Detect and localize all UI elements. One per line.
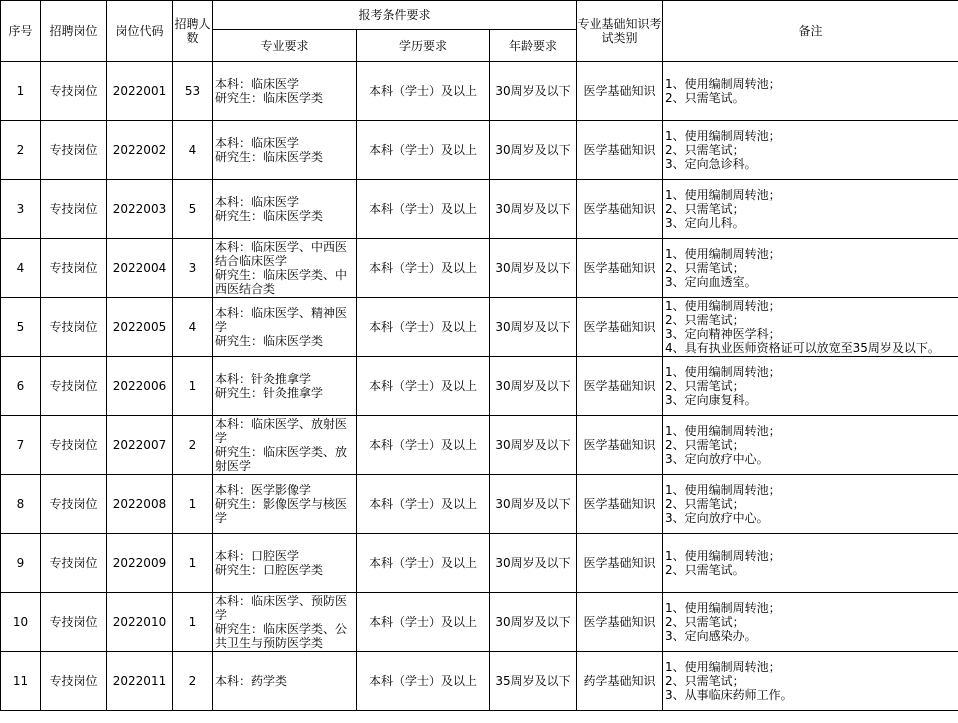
row-count: 53 [173, 62, 213, 121]
row-education: 本科（学士）及以上 [357, 593, 490, 652]
row-remarks: 1、使用编制周转池； 2、只需笔试； 3、定向康复科。 [663, 357, 958, 416]
header-education: 学历要求 [357, 30, 490, 62]
row-count: 4 [173, 298, 213, 357]
row-education: 本科（学士）及以上 [357, 534, 490, 593]
row-age: 30周岁及以下 [490, 180, 577, 239]
row-age: 30周岁及以下 [490, 357, 577, 416]
row-exam: 医学基础知识 [577, 180, 663, 239]
row-position: 专技岗位 [41, 180, 107, 239]
row-count: 1 [173, 475, 213, 534]
row-major: 本科：医学影像学 研究生：影像医学与核医学 [213, 475, 357, 534]
row-count: 1 [173, 357, 213, 416]
row-education: 本科（学士）及以上 [357, 180, 490, 239]
row-seq: 2 [1, 121, 41, 180]
row-education: 本科（学士）及以上 [357, 475, 490, 534]
row-seq: 1 [1, 62, 41, 121]
row-seq: 4 [1, 239, 41, 298]
row-seq: 9 [1, 534, 41, 593]
row-major: 本科：临床医学 研究生：临床医学类 [213, 62, 357, 121]
row-exam: 医学基础知识 [577, 121, 663, 180]
table-row [1, 239, 958, 298]
row-position: 专技岗位 [41, 121, 107, 180]
header-conditions: 报考条件要求 [213, 1, 577, 30]
row-major: 本科：临床医学、预防医学 研究生：临床医学类、公共卫生与预防医学类 [213, 593, 357, 652]
row-code: 2022005 [107, 298, 173, 357]
row-major: 本科：临床医学、精神医学 研究生：临床医学类 [213, 298, 357, 357]
table-row [1, 416, 958, 475]
row-count: 4 [173, 121, 213, 180]
row-major: 本科：临床医学 研究生：临床医学类 [213, 121, 357, 180]
row-position: 专技岗位 [41, 416, 107, 475]
row-seq: 6 [1, 357, 41, 416]
row-seq: 10 [1, 593, 41, 652]
table-row [1, 357, 958, 416]
row-exam: 医学基础知识 [577, 416, 663, 475]
header-exam: 专业基础知识考试类别 [577, 1, 663, 62]
row-code: 2022007 [107, 416, 173, 475]
table-row [1, 62, 958, 121]
row-exam: 医学基础知识 [577, 62, 663, 121]
row-major: 本科：口腔医学 研究生：口腔医学类 [213, 534, 357, 593]
header-count: 招聘人数 [173, 1, 213, 62]
row-code: 2022004 [107, 239, 173, 298]
header-position: 招聘岗位 [41, 1, 107, 62]
row-remarks: 1、使用编制周转池； 2、只需笔试； 3、定向儿科。 [663, 180, 958, 239]
table-row [1, 652, 958, 711]
row-age: 30周岁及以下 [490, 298, 577, 357]
row-remarks: 1、使用编制周转池； 2、只需笔试； 3、定向放疗中心。 [663, 416, 958, 475]
row-code: 2022008 [107, 475, 173, 534]
row-position: 专技岗位 [41, 475, 107, 534]
row-exam: 医学基础知识 [577, 593, 663, 652]
row-code: 2022001 [107, 62, 173, 121]
row-code: 2022006 [107, 357, 173, 416]
row-education: 本科（学士）及以上 [357, 239, 490, 298]
row-age: 30周岁及以下 [490, 593, 577, 652]
row-remarks: 1、使用编制周转池； 2、只需笔试； 3、定向精神医学科； 4、具有执业医师资格证可以放宽至35周岁及以下。 [663, 298, 958, 357]
table-row [1, 121, 958, 180]
row-remarks: 1、使用编制周转池； 2、只需笔试。 [663, 534, 958, 593]
row-education: 本科（学士）及以上 [357, 416, 490, 475]
row-count: 1 [173, 593, 213, 652]
header-seq: 序号 [1, 1, 41, 62]
row-code: 2022003 [107, 180, 173, 239]
row-seq: 7 [1, 416, 41, 475]
row-age: 30周岁及以下 [490, 62, 577, 121]
table-row [1, 298, 958, 357]
row-code: 2022009 [107, 534, 173, 593]
row-seq: 5 [1, 298, 41, 357]
row-education: 本科（学士）及以上 [357, 357, 490, 416]
row-count: 1 [173, 534, 213, 593]
row-education: 本科（学士）及以上 [357, 121, 490, 180]
row-position: 专技岗位 [41, 534, 107, 593]
row-exam: 医学基础知识 [577, 357, 663, 416]
row-code: 2022011 [107, 652, 173, 711]
row-exam: 医学基础知识 [577, 239, 663, 298]
row-exam: 药学基础知识 [577, 652, 663, 711]
row-major: 本科：针灸推拿学 研究生：针灸推拿学 [213, 357, 357, 416]
row-education: 本科（学士）及以上 [357, 298, 490, 357]
row-exam: 医学基础知识 [577, 298, 663, 357]
header-code: 岗位代码 [107, 1, 173, 62]
row-age: 30周岁及以下 [490, 416, 577, 475]
row-position: 专技岗位 [41, 62, 107, 121]
row-seq: 11 [1, 652, 41, 711]
row-code: 2022010 [107, 593, 173, 652]
row-age: 30周岁及以下 [490, 239, 577, 298]
row-count: 2 [173, 416, 213, 475]
table-row [1, 534, 958, 593]
row-count: 3 [173, 239, 213, 298]
row-seq: 3 [1, 180, 41, 239]
table-row [1, 180, 958, 239]
row-major: 本科：临床医学、中西医结合临床医学 研究生：临床医学类、中西医结合类 [213, 239, 357, 298]
row-education: 本科（学士）及以上 [357, 62, 490, 121]
row-position: 专技岗位 [41, 298, 107, 357]
row-exam: 医学基础知识 [577, 475, 663, 534]
row-remarks: 1、使用编制周转池； 2、只需笔试； 3、从事临床药师工作。 [663, 652, 958, 711]
row-code: 2022002 [107, 121, 173, 180]
header-major: 专业要求 [213, 30, 357, 62]
row-age: 35周岁及以下 [490, 652, 577, 711]
row-major: 本科：临床医学 研究生：临床医学类 [213, 180, 357, 239]
table-row [1, 475, 958, 534]
row-remarks: 1、使用编制周转池； 2、只需笔试； 3、定向血透室。 [663, 239, 958, 298]
row-count: 2 [173, 652, 213, 711]
row-position: 专技岗位 [41, 357, 107, 416]
row-seq: 8 [1, 475, 41, 534]
row-age: 30周岁及以下 [490, 121, 577, 180]
table-row [1, 593, 958, 652]
row-position: 专技岗位 [41, 652, 107, 711]
row-age: 30周岁及以下 [490, 475, 577, 534]
header-age: 年龄要求 [490, 30, 577, 62]
row-remarks: 1、使用编制周转池； 2、只需笔试。 [663, 62, 958, 121]
row-remarks: 1、使用编制周转池； 2、只需笔试； 3、定向放疗中心。 [663, 475, 958, 534]
row-count: 5 [173, 180, 213, 239]
row-exam: 医学基础知识 [577, 534, 663, 593]
header-remarks: 备注 [663, 1, 958, 62]
row-major: 本科：临床医学、放射医学 研究生：临床医学类、放射医学 [213, 416, 357, 475]
row-position: 专技岗位 [41, 239, 107, 298]
row-remarks: 1、使用编制周转池； 2、只需笔试； 3、定向感染办。 [663, 593, 958, 652]
row-remarks: 1、使用编制周转池； 2、只需笔试； 3、定向急诊科。 [663, 121, 958, 180]
row-age: 30周岁及以下 [490, 534, 577, 593]
row-position: 专技岗位 [41, 593, 107, 652]
row-major: 本科：药学类 [213, 652, 357, 711]
row-education: 本科（学士）及以上 [357, 652, 490, 711]
